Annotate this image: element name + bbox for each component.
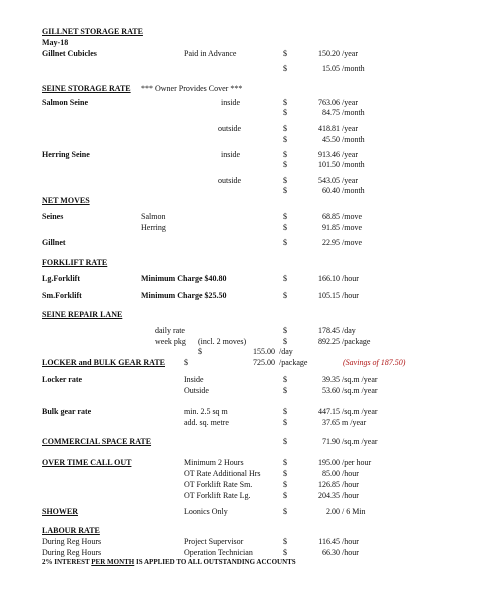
unit: m /year xyxy=(342,418,367,427)
labour-heading: LABOUR RATE xyxy=(42,526,100,535)
unit: /sq.m /year xyxy=(342,386,378,395)
currency: $ xyxy=(283,386,287,395)
unit: /year xyxy=(342,49,358,58)
seine-storage-heading: SEINE STORAGE RATE xyxy=(42,84,131,93)
outside-label: outside xyxy=(218,124,242,133)
unit: /sq.m /year xyxy=(342,437,378,446)
unit: /month xyxy=(342,64,365,73)
amount: 101.50 xyxy=(318,160,340,169)
net-moves-heading: NET MOVES xyxy=(42,196,90,205)
forklift-heading: FORKLIFT RATE xyxy=(42,258,108,267)
currency: $ xyxy=(283,108,287,117)
amount: 150.20 xyxy=(318,49,340,58)
currency: $ xyxy=(198,347,202,356)
currency: $ xyxy=(283,160,287,169)
currency: $ xyxy=(283,124,287,133)
amount: 15.05 xyxy=(322,64,340,73)
week-pkg-note: (incl. 2 moves) xyxy=(198,337,247,346)
bulk-min-label: min. 2.5 sq m xyxy=(184,407,228,416)
seine-repair-heading: SEINE REPAIR LANE xyxy=(42,310,123,319)
lg-forklift-label: Lg.Forklift xyxy=(42,274,80,283)
currency: $ xyxy=(283,407,287,416)
currency: $ xyxy=(283,291,287,300)
unit: /month xyxy=(342,160,365,169)
role-label: Project Supervisor xyxy=(184,537,244,546)
currency: $ xyxy=(283,480,287,489)
currency: $ xyxy=(283,507,287,516)
unit: /move xyxy=(342,223,362,232)
lg-min-charge: Minimum Charge $40.80 xyxy=(141,274,227,283)
gillnet-heading: GILLNET STORAGE RATE xyxy=(42,27,143,36)
overtime-label: Minimum 2 Hours xyxy=(184,458,244,467)
interest-footer-per-month: PER MONTH xyxy=(91,558,135,566)
unit: /day xyxy=(342,326,356,335)
overtime-heading: OVER TIME CALL OUT xyxy=(42,458,132,467)
unit: /hour xyxy=(342,537,359,546)
unit: /year xyxy=(342,176,358,185)
currency: $ xyxy=(283,49,287,58)
savings-note: (Savings of 187.50) xyxy=(343,358,406,367)
interest-footer-pre: 2% INTEREST xyxy=(42,558,92,566)
commercial-heading: COMMERCIAL SPACE RATE xyxy=(42,437,152,446)
amount: 195.00 xyxy=(318,458,340,467)
sm-min-charge: Minimum Charge $25.50 xyxy=(141,291,227,300)
amount: 60.40 xyxy=(322,186,340,195)
amount: 913.46 xyxy=(318,150,340,159)
daily-rate-label: daily rate xyxy=(155,326,185,335)
amount: 37.65 xyxy=(322,418,340,427)
gillnet-cubicles-label: Gillnet Cubicles xyxy=(42,49,97,58)
unit: /year xyxy=(342,150,358,159)
amount: 155.00 xyxy=(253,347,275,356)
amount: 105.15 xyxy=(318,291,340,300)
reg-hours-label: During Reg Hours xyxy=(42,548,102,557)
amount: 91.85 xyxy=(322,223,340,232)
week-pkg-label: week pkg xyxy=(155,337,186,346)
amount: 126.85 xyxy=(318,480,340,489)
currency: $ xyxy=(283,238,287,247)
overtime-label: OT Forklift Rate Sm. xyxy=(184,480,253,489)
currency: $ xyxy=(283,326,287,335)
amount: 725.00 xyxy=(253,358,275,367)
gillnet-move-label: Gillnet xyxy=(42,238,66,247)
currency: $ xyxy=(283,98,287,107)
unit: /year xyxy=(342,124,358,133)
unit: /hour xyxy=(342,469,359,478)
interest-footer-post: IS APPLIED TO ALL OUTSTANDING ACCOUNTS xyxy=(134,558,296,566)
paid-in-advance-note: Paid in Advance xyxy=(184,49,237,58)
outside-label: Outside xyxy=(184,386,209,395)
amount: 166.10 xyxy=(318,274,340,283)
amount: 84.75 xyxy=(322,108,340,117)
amount: 66.30 xyxy=(322,548,340,557)
currency: $ xyxy=(283,64,287,73)
inside-label: inside xyxy=(221,98,241,107)
currency: $ xyxy=(283,212,287,221)
salmon-label: Salmon xyxy=(141,212,166,221)
unit: /hour xyxy=(342,274,359,283)
currency: $ xyxy=(283,223,287,232)
interest-footer xyxy=(42,557,296,567)
amount: 22.95 xyxy=(322,238,340,247)
inside-label: Inside xyxy=(184,375,204,384)
currency: $ xyxy=(283,437,287,446)
amount: 71.90 xyxy=(322,437,340,446)
overtime-label: OT Forklift Rate Lg. xyxy=(184,491,251,500)
currency: $ xyxy=(283,186,287,195)
amount: 68.85 xyxy=(322,212,340,221)
unit: /move xyxy=(342,238,362,247)
amount: 178.45 xyxy=(318,326,340,335)
unit: /package xyxy=(342,337,371,346)
unit: /sq.m /year xyxy=(342,375,378,384)
unit: /package xyxy=(279,358,308,367)
amount: 2.00 xyxy=(326,507,340,516)
seines-label: Seines xyxy=(42,212,64,221)
currency: $ xyxy=(283,135,287,144)
amount: 45.50 xyxy=(322,135,340,144)
loonics-only-note: Loonics Only xyxy=(184,507,228,516)
amount: 53.60 xyxy=(322,386,340,395)
currency: $ xyxy=(283,375,287,384)
currency: $ xyxy=(283,537,287,546)
herring-label: Herring xyxy=(141,223,166,232)
unit: /hour xyxy=(342,491,359,500)
outside-label: outside xyxy=(218,176,242,185)
unit: /month xyxy=(342,186,365,195)
amount: 447.15 xyxy=(318,407,340,416)
amount: 892.25 xyxy=(318,337,340,346)
amount: 85.00 xyxy=(322,469,340,478)
overtime-label: OT Rate Additional Hrs xyxy=(184,469,261,478)
role-label: Operation Technician xyxy=(184,548,253,557)
amount: 543.05 xyxy=(318,176,340,185)
unit: / 6 Min xyxy=(342,507,366,516)
locker-rate-label: Locker rate xyxy=(42,375,83,384)
unit: /month xyxy=(342,108,365,117)
unit: /year xyxy=(342,98,358,107)
amount: 763.06 xyxy=(318,98,340,107)
unit: /hour xyxy=(342,291,359,300)
unit: /per hour xyxy=(342,458,372,467)
locker-bulk-heading: LOCKER and BULK GEAR RATE xyxy=(42,358,165,367)
amount: 39.35 xyxy=(322,375,340,384)
currency: $ xyxy=(283,548,287,557)
currency: $ xyxy=(283,274,287,283)
bulk-add-label: add. sq. metre xyxy=(184,418,229,427)
currency: $ xyxy=(283,458,287,467)
unit: /hour xyxy=(342,480,359,489)
date-label: May-18 xyxy=(42,38,69,47)
inside-label: inside xyxy=(221,150,241,159)
unit: /month xyxy=(342,135,365,144)
currency: $ xyxy=(283,176,287,185)
bulk-gear-label: Bulk gear rate xyxy=(42,407,92,416)
amount: 418.81 xyxy=(318,124,340,133)
currency: $ xyxy=(283,491,287,500)
herring-seine-label: Herring Seine xyxy=(42,150,90,159)
shower-heading: SHOWER xyxy=(42,507,79,516)
unit: /move xyxy=(342,212,362,221)
salmon-seine-label: Salmon Seine xyxy=(42,98,89,107)
owner-cover-note: *** Owner Provides Cover *** xyxy=(141,84,243,93)
currency: $ xyxy=(283,150,287,159)
unit: /sq.m /year xyxy=(342,407,378,416)
currency: $ xyxy=(283,418,287,427)
amount: 204.35 xyxy=(318,491,340,500)
unit: /day xyxy=(279,347,293,356)
reg-hours-label: During Reg Hours xyxy=(42,537,102,546)
currency: $ xyxy=(283,337,287,346)
currency: $ xyxy=(283,469,287,478)
sm-forklift-label: Sm.Forklift xyxy=(42,291,82,300)
unit: /hour xyxy=(342,548,359,557)
amount: 116.45 xyxy=(318,537,340,546)
currency: $ xyxy=(184,358,188,367)
